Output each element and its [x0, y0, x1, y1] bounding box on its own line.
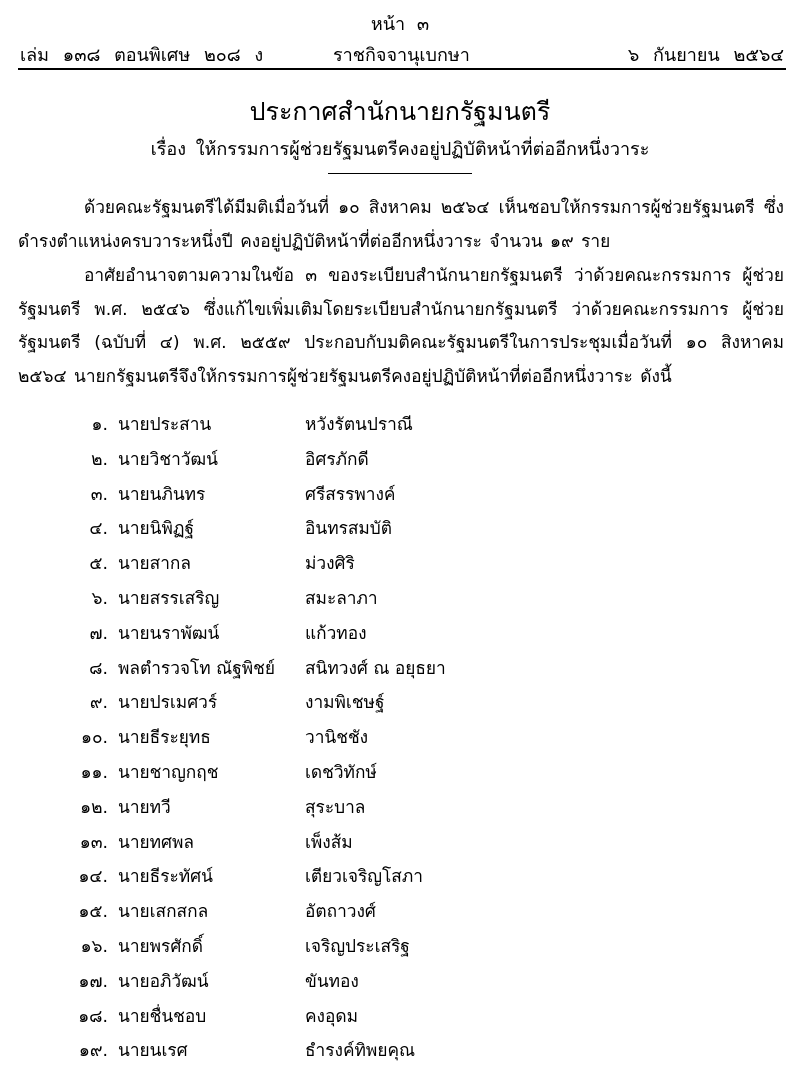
member-last-name: อินทรสมบัติ — [305, 519, 392, 540]
list-item — [0, 582, 800, 617]
member-list — [0, 408, 800, 1069]
item-number: ๑๖. — [80, 936, 108, 957]
member-first-name: นายนภินทร — [118, 484, 206, 505]
list-item — [0, 1034, 800, 1069]
item-number: ๙. — [89, 693, 108, 714]
item-number: ๑๘. — [78, 1006, 108, 1027]
list-item — [0, 721, 800, 756]
member-last-name: เจริญประเสริฐ — [305, 936, 410, 957]
member-first-name: นายธีระทัศน์ — [118, 867, 213, 888]
item-number: ๕. — [89, 554, 108, 575]
list-item — [0, 895, 800, 930]
item-number: ๓. — [90, 484, 108, 505]
page-number: หน้า ๓ — [370, 14, 430, 35]
member-first-name: นายทวี — [118, 797, 171, 818]
item-number: ๘. — [89, 658, 108, 679]
member-first-name: นายประสาน — [118, 415, 212, 435]
list-item — [0, 756, 800, 791]
list-item — [0, 860, 800, 895]
member-last-name: ม่วงศิริ — [305, 554, 355, 575]
member-first-name: นายปรเมศวร์ — [118, 693, 218, 714]
list-item — [0, 652, 800, 687]
member-last-name: งามพิเชษฐ์ — [305, 693, 385, 714]
running-header — [20, 40, 784, 66]
item-number: ๑๔. — [78, 867, 108, 888]
member-first-name: นายอภิวัฒน์ — [118, 971, 209, 992]
item-number: ๑๙. — [78, 1041, 108, 1062]
member-last-name: สนิทวงศ์ ณ อยุธยา — [305, 658, 446, 679]
document-title: ประกาศสำนักนายกรัฐมนตรี — [249, 97, 551, 126]
member-last-name: คงอุดม — [305, 1006, 358, 1027]
member-first-name: พลตำรวจโท ณัฐพิชย์ — [118, 658, 275, 679]
item-number: ๒. — [91, 449, 108, 470]
member-first-name: นายนราพัฒน์ — [118, 623, 220, 644]
list-item — [0, 547, 800, 582]
member-first-name: นายสากล — [118, 554, 191, 575]
member-last-name: แก้วทอง — [305, 623, 367, 644]
item-number: ๑๗. — [78, 971, 108, 992]
member-first-name: นายเสกสกล — [118, 902, 209, 923]
member-last-name: อิศรภักดี — [305, 449, 369, 470]
member-last-name: สุระบาล — [305, 797, 366, 818]
item-number: ๑. — [91, 415, 108, 435]
member-first-name: นายทศพล — [118, 832, 194, 853]
list-item — [0, 478, 800, 513]
member-first-name: นายนิพิฏฐ์ — [118, 519, 194, 540]
member-first-name: นายสรรเสริญ — [118, 588, 220, 609]
item-number: ๑๒. — [80, 797, 108, 818]
item-number: ๗. — [89, 623, 108, 644]
list-item — [0, 965, 800, 1000]
member-last-name: สมะลาภา — [305, 588, 378, 609]
list-item — [0, 826, 800, 861]
member-last-name: ธำรงค์ทิพยคุณ — [305, 1041, 416, 1062]
member-last-name: เดชวิทักษ์ — [305, 762, 377, 783]
list-item — [0, 512, 800, 547]
member-first-name: นายชื่นชอบ — [118, 1006, 207, 1027]
member-last-name: เพ็งส้ม — [305, 832, 353, 853]
paragraph-1: ด้วยคณะรัฐมนตรีได้มีมติเมื่อวันที่ ๑๐ สิงหาคม ๒๕๖๔ เห็นชอบให้กรรมการผู้ช่วยรัฐมนตรี ซึ่งดำรงตำแหน่งครบวาระหนึ่งปี คงอยู่ปฏิบัติหน้าที่ต่ออีกหนึ่งวาระ จำนวน ๑๙ ราย — [18, 198, 784, 252]
item-number: ๑๓. — [79, 832, 108, 853]
member-last-name: อัตถาวงศ์ — [305, 902, 376, 923]
member-first-name: นายพรศักดิ์ — [118, 936, 203, 957]
member-first-name: นายนเรศ — [118, 1041, 188, 1062]
item-number: ๖. — [91, 588, 108, 609]
item-number: ๑๑. — [80, 762, 108, 783]
publication-date: ๖ กันยายน ๒๕๖๔ — [627, 45, 784, 66]
volume-issue: เล่ม ๑๓๘ ตอนพิเศษ ๒๐๘ ง — [20, 45, 264, 66]
member-first-name: นายชาญกฤช — [118, 762, 219, 783]
member-first-name: นายธีระยุทธ — [118, 728, 211, 749]
publication-name: ราชกิจจานุเบกษา — [333, 45, 470, 66]
paragraph-2: อาศัยอำนาจตามความในข้อ ๓ ของระเบียบสำนักนายกรัฐมนตรี ว่าด้วยคณะกรรมการ ผู้ช่วยรัฐมนตรี พ.ศ. ๒๕๔๖ ซึ่งแก้ไขเพิ่มเติมโดยระเบียบสำนักนายกรัฐมนตรี ว่าด้วยคณะกรรมการ ผู้ช่วยรัฐมนตรี (ฉบับที่ ๔) พ.ศ. ๒๕๕๙ ประกอบกับมติคณะรัฐมนตรีในการประชุมเมื่อวันที่ ๑๐ สิงหาคม ๒๕๖๔ นายกรัฐมนตรีจึงให้กรรมการผู้ช่วยรัฐมนตรีคงอยู่ปฏิบัติหน้าที่ต่ออีกหนึ่งวาระ ดังนี้ — [18, 266, 784, 387]
list-item — [0, 443, 800, 478]
item-number: ๔. — [89, 519, 108, 540]
header-divider — [18, 68, 786, 70]
item-number: ๑๕. — [78, 902, 108, 923]
list-item — [0, 1000, 800, 1035]
list-item — [0, 686, 800, 721]
member-first-name: นายวิชาวัฒน์ — [118, 449, 218, 470]
member-last-name: เตียวเจริญโสภา — [305, 867, 423, 888]
member-last-name: วานิชชัง — [305, 728, 369, 749]
member-last-name: ขันทอง — [305, 971, 359, 992]
member-last-name: หวังรัตนปราณี — [305, 415, 413, 435]
document-subject: เรื่อง ให้กรรมการผู้ช่วยรัฐมนตรีคงอยู่ปฏิบัติหน้าที่ต่ออีกหนึ่งวาระ — [150, 139, 650, 160]
list-item — [0, 791, 800, 826]
member-last-name: ศรีสรรพางค์ — [305, 484, 396, 505]
item-number: ๑๐. — [80, 728, 108, 749]
list-item — [0, 930, 800, 965]
list-item — [0, 408, 800, 443]
list-item — [0, 617, 800, 652]
title-divider — [328, 173, 472, 174]
